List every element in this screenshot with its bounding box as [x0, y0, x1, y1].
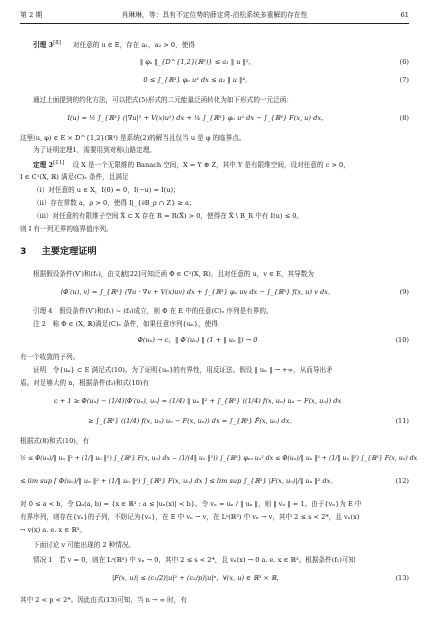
page-number: 61	[400, 11, 409, 20]
lemma-3-text: 对任意的 u ∈ E，存在 a₁，a₂ > 0，使得	[72, 41, 195, 50]
paragraph-omega-line-1: 对 0 ≤ a < b，令 Ωₙ(a, b) = {x ∈ ℝ³ : a ≤ |uₙ(x)| < b}。令 vₙ = uₙ / ‖ uₙ ‖，则 ‖ vₙ ‖ = 1。由于{vₙ}为 E 中	[20, 500, 362, 508]
paragraph-omega-line-3: → v(x) a. e. x ∈ ℝ³。	[20, 526, 87, 534]
equation-9	[20, 288, 409, 302]
theorem-2-conclusion: 则 I 有一列无界的临界值序列。	[20, 225, 113, 233]
equation-7	[20, 76, 409, 90]
equation-12-part-1: ½ ≤ Φ(uₙ)/‖ uₙ ‖² + (1/‖ uₙ ‖²) ∫_{ℝ³} F(x, uₙ) dx − (1/(4‖ uₙ ‖²)) ∫_{ℝ³} φᵤₙ uₙ² dx ≤ Φ(uₙ)/‖ uₙ ‖² + (1/‖ uₙ ‖²) ∫_{ℝ³} F(x, uₙ) dx	[20, 455, 418, 462]
paragraph-two-cases: 下面讨论 v 可能出现的 2 种情况。	[33, 541, 136, 549]
equation-12-part-2: ≤ lim sup [ Φ(uₙ)/‖ uₙ ‖² + (1/‖ uₙ ‖²) ∫_{ℝ³} F(x, uₙ) dx ] ≤ lim sup ∫_{ℝ³} |F(x, uₙ)|/‖ uₙ ‖² dx。	[20, 477, 337, 485]
theorem-2-line-2: I ∈ C¹(X, ℝ) 满足(C)ₑ 条件，且满足	[20, 173, 129, 181]
equation-7-number: (7)	[399, 76, 409, 84]
equation-11-part-1: c + 1 ≥ Φ(uₙ) − (1/4)⟨Φ′(uₙ), uₙ⟩ = (1/4) ‖ uₙ ‖² + ∫_{ℝ³} ((1/4) f(x, uₙ) uₙ − F(x, uₙ)) dx	[54, 397, 342, 405]
equation-13-body: |F(x, u)| ≤ (c₁/2)|u|² + (c₂/p)|u|ᵖ，∀(x, u) ∈ ℝ³ × ℝ，	[111, 574, 284, 582]
paragraph-critical-point: 这里(u, φ) ∈ E × D^{1,2}(ℝ³) 是系统(2)的解当且仅当 u 是 φ 的临界点。	[20, 134, 246, 142]
equation-11-part-2: ≥ ∫_{ℝ³} ((1/4) f(x, uₙ) uₙ − F(x, uₙ)) dx = ∫_{ℝ³} F̃(x, uₙ) dx。	[88, 417, 296, 425]
running-header	[20, 10, 409, 22]
equation-6	[20, 58, 409, 72]
lemma-3	[20, 40, 409, 50]
equation-11-number: (11)	[395, 417, 409, 425]
equation-13-number: (13)	[395, 574, 409, 582]
lemma-3-ref: [8]	[53, 40, 61, 46]
header-rule	[20, 23, 409, 24]
equation-6-number: (6)	[399, 58, 409, 66]
equation-9-number: (9)	[399, 288, 409, 296]
paragraph-convergent-subsequence: 有一个收敛的子列。	[20, 353, 80, 361]
case-1: 情况 1 若 v = 0，则在 Lˢ(ℝ³) 中 vₙ → 0，其中 2 ≤ s < 2*，且 vₙ(x) → 0 a. e. x ∈ ℝ³。根据条件(f₁)可知	[33, 556, 356, 564]
theorem-2-line-1	[20, 160, 409, 170]
equation-10-body: Φ(uₙ) → c，‖ Φ′(uₙ) ‖ (1 + ‖ uₙ ‖) → 0	[137, 336, 258, 344]
equation-12-number: (12)	[395, 477, 409, 485]
equation-12-line-2	[20, 477, 409, 491]
equation-10	[20, 336, 409, 350]
lemma-4: 引理 4 假设条件(V′)和(f₁) ~ (f₃)成立，则 Φ 在 E 中的任意(C)ₑ 序列是有界的。	[33, 307, 273, 315]
equation-11-line-1	[20, 397, 409, 411]
equation-13	[20, 574, 409, 588]
equation-8	[20, 114, 409, 128]
theorem-2-label: 定理 2	[33, 161, 54, 170]
equation-8-body: I(u) = ½ ∫_{ℝ³} (|∇u|² + V(x)u²) dx + ¼ ∫_{ℝ³} φᵤ u² dx − ∫_{ℝ³} F(x, u) dx，	[67, 114, 328, 122]
theorem-2-condition-ii: （ⅱ）存在常数 a，ρ > 0，使得 I|_{∂B_ρ ∩ Z} ≥ a；	[33, 199, 196, 207]
equation-11-line-2	[20, 417, 409, 431]
section-title: 主要定理证明	[41, 246, 97, 257]
section-number: 3	[20, 246, 27, 257]
remark-2: 注 2 称 Φ ∈ (X, ℝ)满足(C)ₑ 条件，如果任意序列{uₙ}，使得	[33, 320, 218, 328]
equation-6-body: ‖ φᵤ ‖_{D^{1,2}(ℝ³)} ≤ a₁ ‖ u ‖²，	[139, 58, 256, 66]
equation-12-line-1	[20, 455, 418, 469]
proof-line-1: 证明 令{uₙ} ⊂ E 满足式(10)。为了证明{uₙ}的有界性，用反证法。假设 ‖ uₙ ‖ → +∞，从而导出矛	[33, 366, 333, 374]
running-title: 肖琳琳，等：具有不定位势的薛定谔-泊松系统多重解的存在性	[121, 11, 308, 20]
theorem-2-condition-i: （ⅰ）对任意的 u ∈ X，I(0) = 0，I(−u) = I(u)；	[33, 186, 180, 194]
equation-10-number: (10)	[395, 336, 409, 344]
paragraph-final: 其中 2 < p < 2*。因此由式(13)可知，当 n → ∞ 时，有	[20, 596, 187, 604]
paragraph-reduction: 通过上面提到的约化方法，可以把式(5)形式的二元能量泛函转化为如下形式的一元泛函：	[33, 96, 293, 104]
equation-7-body: 0 ≤ ∫_{ℝ³} φᵤ u² dx ≤ a₂ ‖ u ‖⁴。	[143, 76, 252, 84]
paragraph-by-8-and-10: 根据式(8)和式(10)，有	[20, 437, 90, 445]
section-heading	[20, 246, 109, 258]
equation-9-body: ⟨Φ′(u), v⟩ = ∫_{ℝ³} (∇u · ∇v + V(x)uv) dx + ∫_{ℝ³} φᵤ uv dx − ∫_{ℝ³} f(x, u) v dx。	[60, 288, 335, 296]
theorem-2-text: 设 X 是一个无限维的 Banach 空间，X = Y ⊕ Z，其中 Y 是有限维空间，设对任意的 c > 0，	[72, 161, 350, 170]
theorem-2-ref: [11]	[53, 160, 65, 166]
theorem-2-condition-iii: （ⅲ）对任意的有限维子空间 X̃ ⊂ X 存在 R = R(X̃) > 0，使得在 X̃ \ B_R 中有 I(u) ≤ 0。	[33, 212, 303, 220]
paragraph-derivative: 根据假设条件(V′)和(f₁)，由文献[22]可知泛函 Φ ∈ C¹(X, ℝ)，且对任意的 u，v ∈ E，其导数为	[33, 270, 314, 278]
paragraph-mountain-pass: 为了证明定理1，需要用到对称山路定理。	[33, 146, 156, 154]
proof-line-2: 盾。对足够大的 n，根据条件(f₃)和式(10)有	[20, 379, 150, 387]
paragraph-omega-line-2: 有界序列，则存在{vₙ}的子列，不妨记为{vₙ}，在 E 中 vₙ ⇀ v，在 Lˢ(ℝ³) 中 vₙ → v，其中 2 ≤ s < 2*，且 vₙ(x)	[20, 513, 360, 521]
lemma-3-label: 引理 3	[33, 41, 54, 50]
equation-8-number: (8)	[399, 114, 409, 122]
issue-label: 第 2 期	[20, 11, 43, 20]
